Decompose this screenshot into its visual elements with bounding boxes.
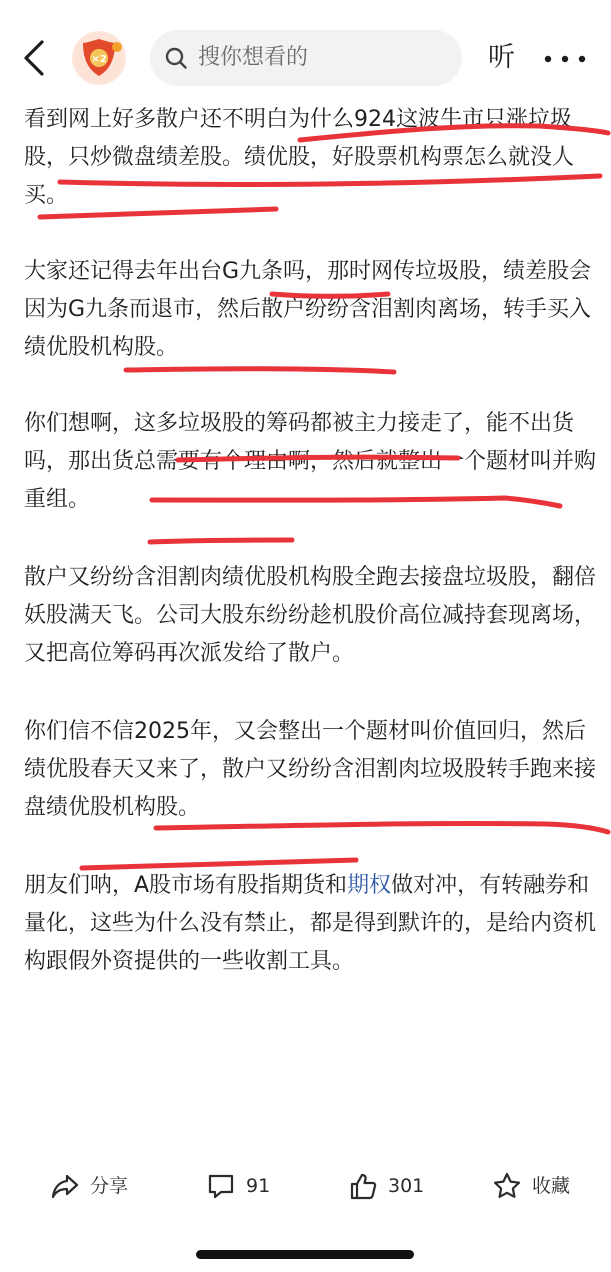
share-button[interactable] [50, 1160, 150, 1212]
chevron-left-icon [16, 38, 52, 78]
more-dots-icon [542, 44, 588, 74]
search-bar[interactable] [150, 30, 462, 86]
user-avatar-icon [72, 31, 126, 85]
star-icon [492, 1171, 522, 1201]
home-indicator[interactable] [196, 1250, 414, 1259]
like-count: 301 [388, 1175, 425, 1197]
search-placeholder: 搜你想看的 [198, 45, 309, 70]
comment-button[interactable] [206, 1160, 296, 1212]
options-link[interactable]: 期权 [347, 873, 392, 898]
thumbs-up-icon [348, 1171, 378, 1201]
comment-count: 91 [246, 1175, 271, 1197]
paragraph: 你们想啊，这多垃圾股的筹码都被主力接走了，能不出货吗，那出货总需要有个理由啊，然后就整出一个题材叫并购重组。 [24, 411, 597, 512]
paragraph [24, 867, 604, 981]
paragraph-text: 朋友们呐，A股市场有股指期货和 [24, 873, 348, 898]
back-button[interactable] [16, 38, 52, 78]
listen-button[interactable]: 听 [488, 42, 515, 73]
avatar[interactable] [72, 31, 126, 85]
top-bar [0, 0, 611, 100]
article-body [24, 100, 604, 981]
share-label: 分享 [90, 1175, 129, 1197]
paragraph: 散户又纷纷含泪割肉绩优股机构股全跑去接盘垃圾股，翻倍妖股满天飞。公司大股东纷纷趁机股价高位减持套现离场，又把高位筹码再次派发给了散户。 [24, 565, 597, 666]
paragraph: 看到网上好多散户还不明白为什么924这波牛市只涨垃圾股，只炒微盘绩差股。绩优股，好股票机构票怎么就没人买。 [24, 107, 575, 208]
paragraph-text: 做对冲，有转融券和量化，这些为什么没有禁止，都是得到默许的，是给内资机构跟假外资提供的一些收割工具。 [24, 873, 597, 974]
avatar-badge: ×2 [91, 54, 107, 65]
search-icon [164, 46, 188, 70]
action-bar [0, 1160, 611, 1212]
favorite-button[interactable] [492, 1160, 592, 1212]
more-button[interactable] [542, 44, 588, 74]
paragraph: 大家还记得去年出台G九条吗，那时网传垃圾股，绩差股会因为G九条而退市，然后散户纷纷含泪割肉离场，转手买入绩优股机构股。 [24, 259, 592, 360]
comment-icon [206, 1171, 236, 1201]
paragraph: 你们信不信2025年，又会整出一个题材叫价值回归，然后绩优股春天又来了，散户又纷纷含泪割肉垃圾股转手跑来接盘绩优股机构股。 [24, 719, 597, 820]
favorite-label: 收藏 [532, 1175, 571, 1197]
share-icon [50, 1171, 80, 1201]
like-button[interactable] [348, 1160, 448, 1212]
